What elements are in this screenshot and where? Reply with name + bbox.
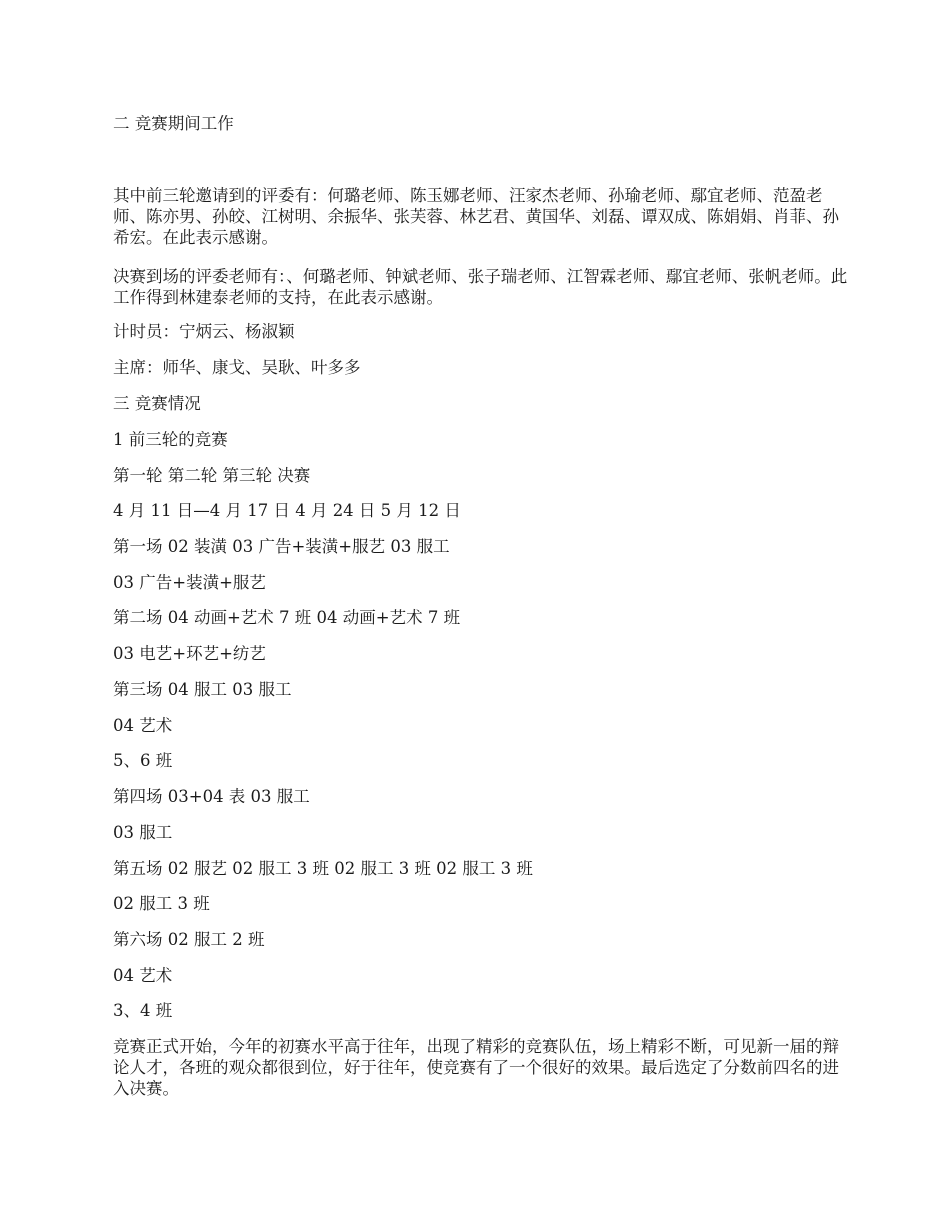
paragraph: 03 广告+装潢+服艺: [113, 573, 266, 592]
paragraph: 3、4 班: [113, 1001, 173, 1020]
paragraph: 第四场 03+04 表 03 服工: [113, 787, 310, 806]
paragraph: 第五场 02 服艺 02 服工 3 班 02 服工 3 班 02 服工 3 班: [113, 859, 533, 878]
paragraph: 主席：师华、康戈、吴耿、叶多多: [113, 358, 361, 377]
paragraph: 第一轮 第二轮 第三轮 决赛: [113, 466, 311, 485]
paragraph: 第一场 02 装潢 03 广告+装潢+服艺 03 服工: [113, 537, 450, 556]
paragraph: 04 艺术: [113, 716, 173, 735]
section-heading: 三 竞赛情况: [113, 394, 201, 413]
subheading: 1 前三轮的竞赛: [113, 430, 228, 449]
paragraph: 04 艺术: [113, 966, 173, 985]
paragraph: 03 电艺+环艺+纺艺: [113, 644, 266, 663]
paragraph: 其中前三轮邀请到的评委有：何璐老师、陈玉娜老师、汪家杰老师、孙瑜老师、鄢宜老师、范盈老师、陈亦男、孙皎、江树明、余振华、张芙蓉、林艺君、黄国华、刘磊、谭双成、陈娟娟、肖菲、孙希宏。在此表示感谢。: [113, 186, 839, 247]
section-heading: 二 竞赛期间工作: [113, 114, 234, 133]
paragraph: 5、6 班: [113, 751, 173, 770]
paragraph: 第二场 04 动画+艺术 7 班 04 动画+艺术 7 班: [113, 608, 461, 627]
paragraph: 03 服工: [113, 823, 173, 842]
paragraph: 第三场 04 服工 03 服工: [113, 680, 292, 699]
paragraph: 第六场 02 服工 2 班: [113, 930, 265, 949]
paragraph: 竞赛正式开始，今年的初赛水平高于往年，出现了精彩的竞赛队伍，场上精彩不断，可见新一届的辩论人才，各班的观众都很到位，好于往年，使竞赛有了一个很好的效果。最后选定了分数前四名的进入决赛。: [113, 1037, 839, 1098]
paragraph: 4 月 11 日—4 月 17 日 4 月 24 日 5 月 12 日: [113, 501, 461, 520]
paragraph: 计时员：宁炳云、杨淑颖: [113, 322, 295, 341]
paragraph: 决赛到场的评委老师有：、何璐老师、钟斌老师、张子瑞老师、江智霖老师、鄢宜老师、张帆老师。此工作得到林建泰老师的支持，在此表示感谢。: [113, 267, 848, 307]
paragraph: 02 服工 3 班: [113, 894, 210, 913]
